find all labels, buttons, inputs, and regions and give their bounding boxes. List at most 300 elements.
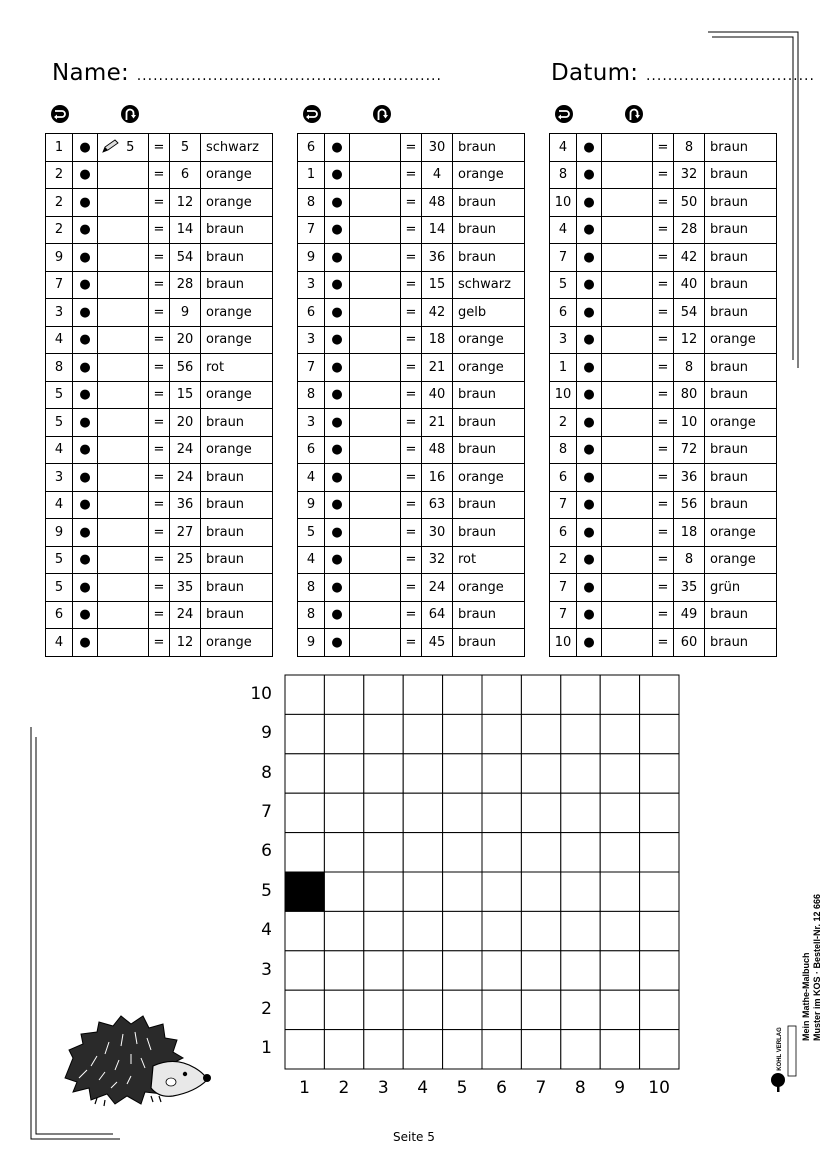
color-cell: braun <box>201 271 273 299</box>
times-dot: ● <box>577 519 602 547</box>
factor-cell: 9 <box>298 491 325 519</box>
grid-cell[interactable] <box>521 714 560 753</box>
answer-cell[interactable] <box>602 354 653 382</box>
grid-cell[interactable] <box>482 675 521 714</box>
color-cell: rot <box>201 354 273 382</box>
answer-cell[interactable] <box>350 574 401 602</box>
factor-cell: 2 <box>550 409 577 437</box>
grid-cell[interactable] <box>482 911 521 950</box>
grid-cell[interactable] <box>600 1030 639 1069</box>
grid-cell[interactable] <box>640 990 679 1029</box>
grid-cell[interactable] <box>521 1030 560 1069</box>
hedgehog-illustration <box>55 1008 215 1108</box>
times-dot: ● <box>577 629 602 657</box>
answer-cell[interactable] <box>602 216 653 244</box>
grid-cell[interactable] <box>324 793 363 832</box>
table-row <box>46 574 273 602</box>
factor-cell: 8 <box>298 601 325 629</box>
grid-cell[interactable] <box>482 833 521 872</box>
answer-cell[interactable] <box>602 299 653 327</box>
answer-cell[interactable] <box>350 491 401 519</box>
grid-cell[interactable] <box>364 833 403 872</box>
grid-cell[interactable] <box>561 990 600 1029</box>
table-row <box>46 381 273 409</box>
times-dot: ● <box>325 629 350 657</box>
equals-sign: = <box>653 436 674 464</box>
color-cell: schwarz <box>201 134 273 162</box>
answer-cell[interactable] <box>602 271 653 299</box>
table-row <box>46 436 273 464</box>
factor-cell: 1 <box>46 134 73 162</box>
color-cell: orange <box>453 354 525 382</box>
color-cell: braun <box>705 244 777 272</box>
date-field[interactable] <box>551 60 815 86</box>
grid-cell[interactable] <box>364 675 403 714</box>
color-cell: orange <box>453 326 525 354</box>
grid-cell[interactable] <box>600 793 639 832</box>
grid-cell[interactable] <box>640 911 679 950</box>
grid-cell[interactable] <box>403 951 442 990</box>
times-dot: ● <box>73 134 98 162</box>
answer-cell[interactable] <box>350 326 401 354</box>
answer-cell[interactable] <box>98 574 149 602</box>
color-cell: braun <box>705 629 777 657</box>
answer-cell[interactable] <box>602 491 653 519</box>
factor-cell: 8 <box>550 436 577 464</box>
equals-sign: = <box>401 436 422 464</box>
grid-cell[interactable] <box>443 793 482 832</box>
coloring-grid[interactable] <box>284 674 680 1070</box>
grid-cell[interactable] <box>640 675 679 714</box>
equals-sign: = <box>653 216 674 244</box>
grid-cell[interactable] <box>600 833 639 872</box>
answer-cell[interactable] <box>98 216 149 244</box>
grid-x-label: 9 <box>614 1078 626 1098</box>
answer-cell[interactable] <box>602 519 653 547</box>
grid-cell[interactable] <box>482 951 521 990</box>
factor-cell: 2 <box>46 161 73 189</box>
equals-sign: = <box>653 409 674 437</box>
grid-cell[interactable] <box>443 951 482 990</box>
result-cell: 42 <box>674 244 705 272</box>
answer-cell[interactable] <box>98 519 149 547</box>
result-cell: 48 <box>422 189 453 217</box>
times-dot: ● <box>325 354 350 382</box>
name-field[interactable] <box>52 60 442 86</box>
up-arrow-icon <box>624 104 642 122</box>
color-cell: braun <box>705 464 777 492</box>
grid-y-label: 5 <box>261 880 272 901</box>
grid-cell[interactable] <box>640 833 679 872</box>
answer-cell[interactable] <box>98 464 149 492</box>
color-cell: orange <box>705 546 777 574</box>
color-cell: orange <box>201 189 273 217</box>
grid-cell[interactable] <box>640 1030 679 1069</box>
answer-cell[interactable] <box>350 189 401 217</box>
answer-cell[interactable] <box>602 161 653 189</box>
result-cell: 40 <box>674 271 705 299</box>
answer-cell[interactable] <box>98 326 149 354</box>
factor-cell: 10 <box>550 189 577 217</box>
equals-sign: = <box>149 299 170 327</box>
grid-cell[interactable] <box>285 675 324 714</box>
times-dot: ● <box>325 574 350 602</box>
grid-cell[interactable] <box>521 675 560 714</box>
grid-cell[interactable] <box>403 833 442 872</box>
answer-cell[interactable] <box>350 464 401 492</box>
grid-cell[interactable] <box>403 675 442 714</box>
grid-cell[interactable] <box>364 872 403 911</box>
equals-sign: = <box>401 189 422 217</box>
factor-cell: 6 <box>298 134 325 162</box>
grid-cell[interactable] <box>324 1030 363 1069</box>
equals-sign: = <box>401 354 422 382</box>
grid-cell[interactable] <box>285 754 324 793</box>
answer-cell[interactable] <box>350 436 401 464</box>
table-row <box>46 464 273 492</box>
grid-cell[interactable] <box>600 714 639 753</box>
up-arrow-icon <box>372 104 390 122</box>
grid-cell[interactable] <box>324 675 363 714</box>
color-cell: braun <box>201 519 273 547</box>
answer-cell[interactable] <box>602 381 653 409</box>
grid-cell[interactable] <box>561 911 600 950</box>
grid-y-label: 3 <box>261 959 272 980</box>
result-cell: 48 <box>422 436 453 464</box>
equals-sign: = <box>653 161 674 189</box>
table-row <box>298 574 525 602</box>
grid-cell[interactable] <box>403 1030 442 1069</box>
grid-cell[interactable] <box>285 833 324 872</box>
answer-cell[interactable] <box>98 381 149 409</box>
color-cell: braun <box>453 134 525 162</box>
times-dot: ● <box>73 629 98 657</box>
answer-cell[interactable] <box>98 436 149 464</box>
grid-cell[interactable] <box>285 793 324 832</box>
answer-cell[interactable] <box>98 189 149 217</box>
grid-cell[interactable] <box>521 990 560 1029</box>
answer-cell[interactable] <box>602 134 653 162</box>
answer-cell[interactable] <box>350 161 401 189</box>
result-cell: 8 <box>674 134 705 162</box>
grid-cell[interactable] <box>443 990 482 1029</box>
color-cell: braun <box>705 189 777 217</box>
grid-cell[interactable] <box>640 872 679 911</box>
grid-cell[interactable] <box>600 951 639 990</box>
grid-cell[interactable] <box>443 714 482 753</box>
times-dot: ● <box>577 409 602 437</box>
grid-cell[interactable] <box>600 675 639 714</box>
grid-x-label: 3 <box>377 1078 389 1098</box>
equals-sign: = <box>401 409 422 437</box>
answer-cell[interactable] <box>350 381 401 409</box>
color-cell: braun <box>453 601 525 629</box>
color-cell: gelb <box>453 299 525 327</box>
grid-cell[interactable] <box>364 1030 403 1069</box>
factor-cell: 10 <box>550 381 577 409</box>
color-cell: orange <box>201 161 273 189</box>
result-cell: 36 <box>674 464 705 492</box>
equals-sign: = <box>653 601 674 629</box>
table-row <box>298 629 525 657</box>
factor-cell: 8 <box>46 354 73 382</box>
grid-cell[interactable] <box>482 754 521 793</box>
grid-cell[interactable] <box>482 714 521 753</box>
grid-cell[interactable] <box>561 833 600 872</box>
result-cell: 16 <box>422 464 453 492</box>
answer-cell[interactable] <box>602 436 653 464</box>
factor-cell: 2 <box>550 546 577 574</box>
answer-cell[interactable] <box>98 409 149 437</box>
answer-cell[interactable] <box>602 189 653 217</box>
tree-logo-icon <box>768 1024 798 1094</box>
answer-cell[interactable] <box>98 134 149 162</box>
grid-cell[interactable] <box>403 754 442 793</box>
answer-cell[interactable] <box>350 271 401 299</box>
times-dot: ● <box>73 161 98 189</box>
grid-cell[interactable] <box>364 951 403 990</box>
equals-sign: = <box>149 354 170 382</box>
grid-cell[interactable] <box>443 754 482 793</box>
answer-cell[interactable] <box>350 629 401 657</box>
answer-cell[interactable] <box>98 244 149 272</box>
grid-cell[interactable] <box>403 793 442 832</box>
answer-cell[interactable] <box>350 299 401 327</box>
grid-cell[interactable] <box>561 675 600 714</box>
result-cell: 36 <box>422 244 453 272</box>
grid-cell[interactable] <box>324 872 363 911</box>
grid-cell[interactable] <box>600 754 639 793</box>
factor-cell: 5 <box>46 574 73 602</box>
grid-cell[interactable] <box>285 714 324 753</box>
grid-cell[interactable] <box>521 754 560 793</box>
multiplication-table-2 <box>297 133 525 657</box>
color-cell: braun <box>453 189 525 217</box>
answer-cell[interactable] <box>602 326 653 354</box>
result-cell: 28 <box>674 216 705 244</box>
answer-cell[interactable] <box>602 546 653 574</box>
answer-cell[interactable] <box>602 244 653 272</box>
answer-cell[interactable] <box>602 629 653 657</box>
equals-sign: = <box>653 271 674 299</box>
equals-sign: = <box>401 326 422 354</box>
grid-cell[interactable] <box>561 951 600 990</box>
answer-cell[interactable] <box>98 629 149 657</box>
grid-cell[interactable] <box>403 990 442 1029</box>
answer-cell[interactable] <box>98 299 149 327</box>
color-cell: schwarz <box>453 271 525 299</box>
answer-cell[interactable] <box>350 546 401 574</box>
grid-cell[interactable] <box>521 872 560 911</box>
grid-cell[interactable] <box>600 990 639 1029</box>
result-cell: 54 <box>170 244 201 272</box>
grid-cell[interactable] <box>364 793 403 832</box>
grid-cell[interactable] <box>521 951 560 990</box>
grid-cell[interactable] <box>324 911 363 950</box>
answer-cell[interactable] <box>350 519 401 547</box>
grid-cell[interactable] <box>561 714 600 753</box>
grid-cell[interactable] <box>443 1030 482 1069</box>
table-row <box>46 189 273 217</box>
result-cell: 32 <box>674 161 705 189</box>
answer-cell[interactable] <box>350 409 401 437</box>
times-dot: ● <box>73 299 98 327</box>
result-cell: 8 <box>674 546 705 574</box>
grid-cell[interactable] <box>324 754 363 793</box>
factor-cell: 8 <box>298 574 325 602</box>
factor-cell: 7 <box>550 574 577 602</box>
grid-cell[interactable] <box>443 872 482 911</box>
times-dot: ● <box>73 216 98 244</box>
answer-cell[interactable] <box>350 216 401 244</box>
table-row <box>550 354 777 382</box>
color-cell: orange <box>705 326 777 354</box>
result-cell: 54 <box>674 299 705 327</box>
answer-cell[interactable] <box>602 601 653 629</box>
color-cell: braun <box>705 491 777 519</box>
equals-sign: = <box>653 299 674 327</box>
answer-cell[interactable] <box>350 354 401 382</box>
grid-cell[interactable] <box>561 872 600 911</box>
date-label: Datum: <box>551 60 639 86</box>
result-cell: 4 <box>422 161 453 189</box>
grid-cell[interactable] <box>285 911 324 950</box>
publisher-logo <box>768 1024 798 1094</box>
answer-cell[interactable] <box>98 546 149 574</box>
color-cell: braun <box>201 244 273 272</box>
answer-cell[interactable] <box>350 134 401 162</box>
grid-cell[interactable] <box>324 833 363 872</box>
grid-cell[interactable] <box>324 951 363 990</box>
grid-cell[interactable] <box>521 793 560 832</box>
table-row <box>550 244 777 272</box>
table-row <box>46 629 273 657</box>
result-cell: 63 <box>422 491 453 519</box>
grid-cell[interactable] <box>561 1030 600 1069</box>
factor-cell: 8 <box>298 381 325 409</box>
result-cell: 10 <box>674 409 705 437</box>
grid-cell[interactable] <box>482 1030 521 1069</box>
grid-cell[interactable] <box>482 872 521 911</box>
table-row <box>46 354 273 382</box>
factor-cell: 6 <box>550 464 577 492</box>
grid-cell[interactable] <box>640 754 679 793</box>
grid-y-label: 8 <box>261 762 272 783</box>
times-dot: ● <box>325 601 350 629</box>
table-row <box>46 299 273 327</box>
answer-cell[interactable] <box>350 601 401 629</box>
grid-cell[interactable] <box>403 714 442 753</box>
answer-cell[interactable] <box>98 354 149 382</box>
color-cell: orange <box>705 409 777 437</box>
answer-cell[interactable] <box>98 601 149 629</box>
grid-y-label: 6 <box>261 841 272 862</box>
answer-value: 5 <box>126 140 135 156</box>
grid-cell[interactable] <box>561 754 600 793</box>
table-row <box>46 271 273 299</box>
factor-cell: 3 <box>298 271 325 299</box>
table-row <box>298 381 525 409</box>
table-row <box>298 326 525 354</box>
answer-cell[interactable] <box>602 464 653 492</box>
grid-cell[interactable] <box>443 675 482 714</box>
grid-cell[interactable] <box>285 951 324 990</box>
color-cell: rot <box>453 546 525 574</box>
result-cell: 12 <box>170 629 201 657</box>
answer-cell[interactable] <box>98 271 149 299</box>
grid-cell[interactable] <box>640 793 679 832</box>
color-cell: orange <box>201 381 273 409</box>
grid-cell[interactable] <box>600 911 639 950</box>
table-row <box>298 491 525 519</box>
grid-cell[interactable] <box>443 833 482 872</box>
times-dot: ● <box>577 299 602 327</box>
grid-cell[interactable] <box>364 754 403 793</box>
grid-cell[interactable] <box>482 990 521 1029</box>
grid-cell[interactable] <box>561 793 600 832</box>
answer-cell[interactable] <box>350 244 401 272</box>
grid-cell[interactable] <box>285 872 324 911</box>
result-cell: 20 <box>170 326 201 354</box>
grid-cell[interactable] <box>364 990 403 1029</box>
result-cell: 8 <box>674 354 705 382</box>
factor-cell: 1 <box>298 161 325 189</box>
table-row <box>550 189 777 217</box>
grid-cell[interactable] <box>324 714 363 753</box>
grid-cell[interactable] <box>403 911 442 950</box>
grid-cell[interactable] <box>600 872 639 911</box>
equals-sign: = <box>149 464 170 492</box>
factor-cell: 4 <box>298 546 325 574</box>
times-dot: ● <box>577 491 602 519</box>
table-row <box>550 134 777 162</box>
grid-x-label: 7 <box>535 1078 547 1098</box>
table-row <box>298 161 525 189</box>
color-cell: braun <box>705 161 777 189</box>
times-dot: ● <box>73 381 98 409</box>
result-cell: 28 <box>170 271 201 299</box>
grid-cell[interactable] <box>364 714 403 753</box>
table-row <box>550 574 777 602</box>
answer-cell[interactable] <box>98 491 149 519</box>
answer-cell[interactable] <box>602 574 653 602</box>
grid-cell[interactable] <box>443 911 482 950</box>
result-cell: 14 <box>422 216 453 244</box>
table-row <box>550 436 777 464</box>
grid-cell[interactable] <box>521 911 560 950</box>
factor-cell: 6 <box>298 299 325 327</box>
answer-cell[interactable] <box>602 409 653 437</box>
equals-sign: = <box>149 574 170 602</box>
grid-cell[interactable] <box>364 911 403 950</box>
grid-cell[interactable] <box>482 793 521 832</box>
grid-cell[interactable] <box>521 833 560 872</box>
equals-sign: = <box>653 464 674 492</box>
factor-cell: 3 <box>46 464 73 492</box>
grid-cell[interactable] <box>640 951 679 990</box>
name-label: Name: <box>52 60 130 86</box>
factor-cell: 9 <box>298 244 325 272</box>
table-row <box>298 216 525 244</box>
table-row <box>550 381 777 409</box>
answer-cell[interactable] <box>98 161 149 189</box>
grid-cell[interactable] <box>640 714 679 753</box>
grid-cell[interactable] <box>324 990 363 1029</box>
grid-cell[interactable] <box>403 872 442 911</box>
grid-cell[interactable] <box>285 1030 324 1069</box>
times-dot: ● <box>577 326 602 354</box>
grid-cell[interactable] <box>285 990 324 1029</box>
